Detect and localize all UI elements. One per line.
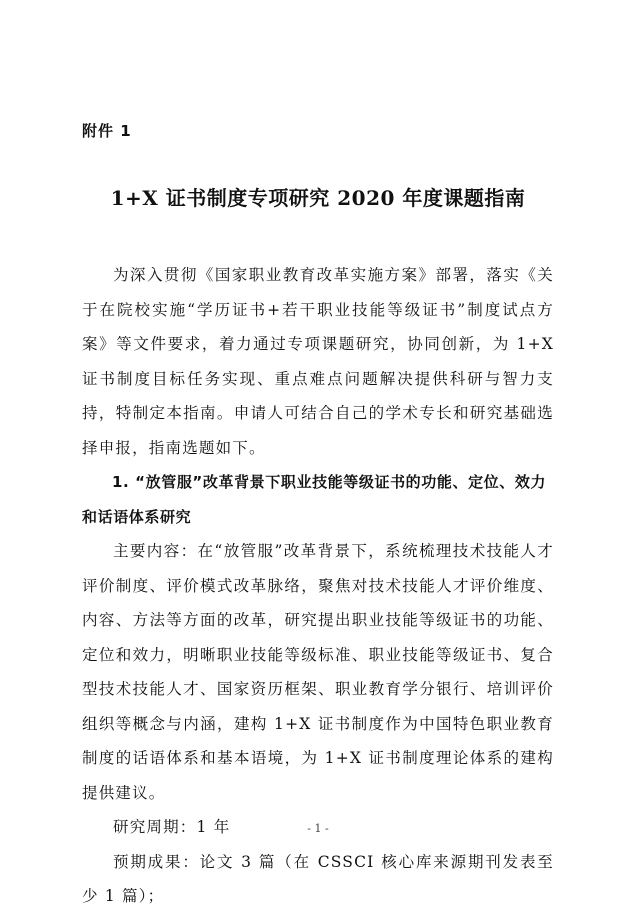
research-period: 研究周期：1 年 <box>113 818 231 836</box>
attachment-label: 附件 1 <box>82 122 132 140</box>
section-content-paragraph: 主要内容：在“放管服”改革背景下，系统梳理技术技能人才评价制度、评价模式改革脉络，聚焦对技术技能人才评价维度、内容、方法等方面的改革，研究提出职业技能等级证书的功能、定位和效力，明晰职业技能等级标准、职业技能等级证书、复合型技术技能人才、国家资历框架、职业教育学分银行、培训评价组织等概念与内涵，建构 1+X 证书制度作为中国特色职业教育制度的话语体系和基本语境，为 1+X 证书制度理论体系的建构提供建议。 <box>82 542 554 802</box>
document-body <box>82 258 554 914</box>
document-title: 1+X 证书制度专项研究 2020 年度课题指南 <box>110 186 526 210</box>
intro-paragraph: 为深入贯彻《国家职业教育改革实施方案》部署，落实《关于在院校实施“学历证书+若干职业技能等级证书”制度试点方案》等文件要求，着力通过专项课题研究，协同创新，为 1+X 证书制度目标任务实现、重点难点问题解决提供科研与智力支持，特制定本指南。申请人可结合自己的学术专长和研究基础选择申报，指南选题如下。 <box>82 266 554 457</box>
expected-outcome: 预期成果：论文 3 篇（在 CSSCI 核心库来源期刊发表至少 1 篇）； <box>82 852 554 905</box>
section-heading: 1. “放管服”改革背景下职业技能等级证书的功能、定位、效力和话语体系研究 <box>82 473 547 526</box>
page-number: - 1 - <box>307 822 329 835</box>
